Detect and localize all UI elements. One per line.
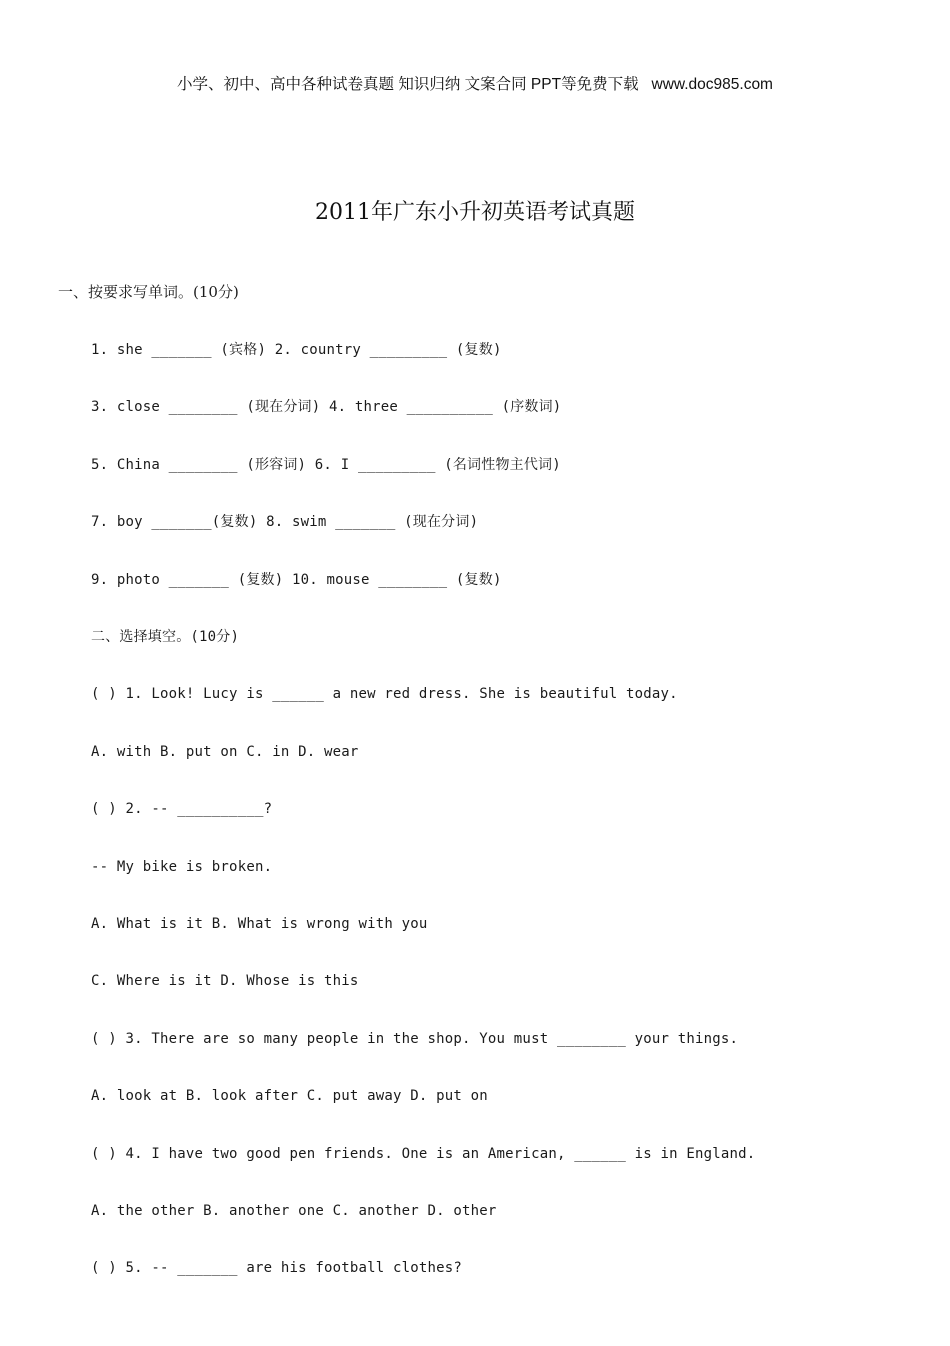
question-line: 9. photo _______ (复数) 10. mouse ________ (复数) — [91, 572, 502, 588]
question-line: ( ) 4. I have two good pen friends. One is an American, ______ is in England. — [91, 1146, 756, 1162]
answer-options: A. look at B. look after C. put away D. put on — [91, 1088, 488, 1104]
question-line: ( ) 2. -- __________? — [91, 801, 273, 817]
section-heading-2: 二、选择填空。(10分) — [91, 629, 240, 645]
dialogue-line: -- My bike is broken. — [91, 859, 273, 875]
site-banner: 小学、初中、高中各种试卷真题 知识归纳 文案合同 PPT等免费下载 www.doc985.com — [177, 76, 773, 93]
answer-options: A. What is it B. What is wrong with you — [91, 916, 428, 932]
answer-options: A. the other B. another one C. another D. other — [91, 1203, 497, 1219]
question-line: ( ) 1. Look! Lucy is ______ a new red dress. She is beautiful today. — [91, 686, 678, 702]
question-line: 1. she _______ (宾格) 2. country _________ (复数) — [91, 342, 502, 358]
question-line: ( ) 5. -- _______ are his football clothes? — [91, 1260, 463, 1276]
answer-options: C. Where is it D. Whose is this — [91, 973, 359, 989]
section-heading-1: 一、按要求写单词。(10分) — [58, 283, 239, 301]
page-title: 2011年广东小升初英语考试真题 — [315, 200, 635, 225]
question-line: ( ) 3. There are so many people in the shop. You must ________ your things. — [91, 1031, 739, 1047]
question-line: 3. close ________ (现在分词) 4. three __________ (序数词) — [91, 399, 562, 415]
answer-options: A. with B. put on C. in D. wear — [91, 744, 359, 760]
question-line: 5. China ________ (形容词) 6. I _________ (名词性物主代词) — [91, 457, 561, 473]
question-line: 7. boy _______(复数) 8. swim _______ (现在分词) — [91, 514, 479, 530]
